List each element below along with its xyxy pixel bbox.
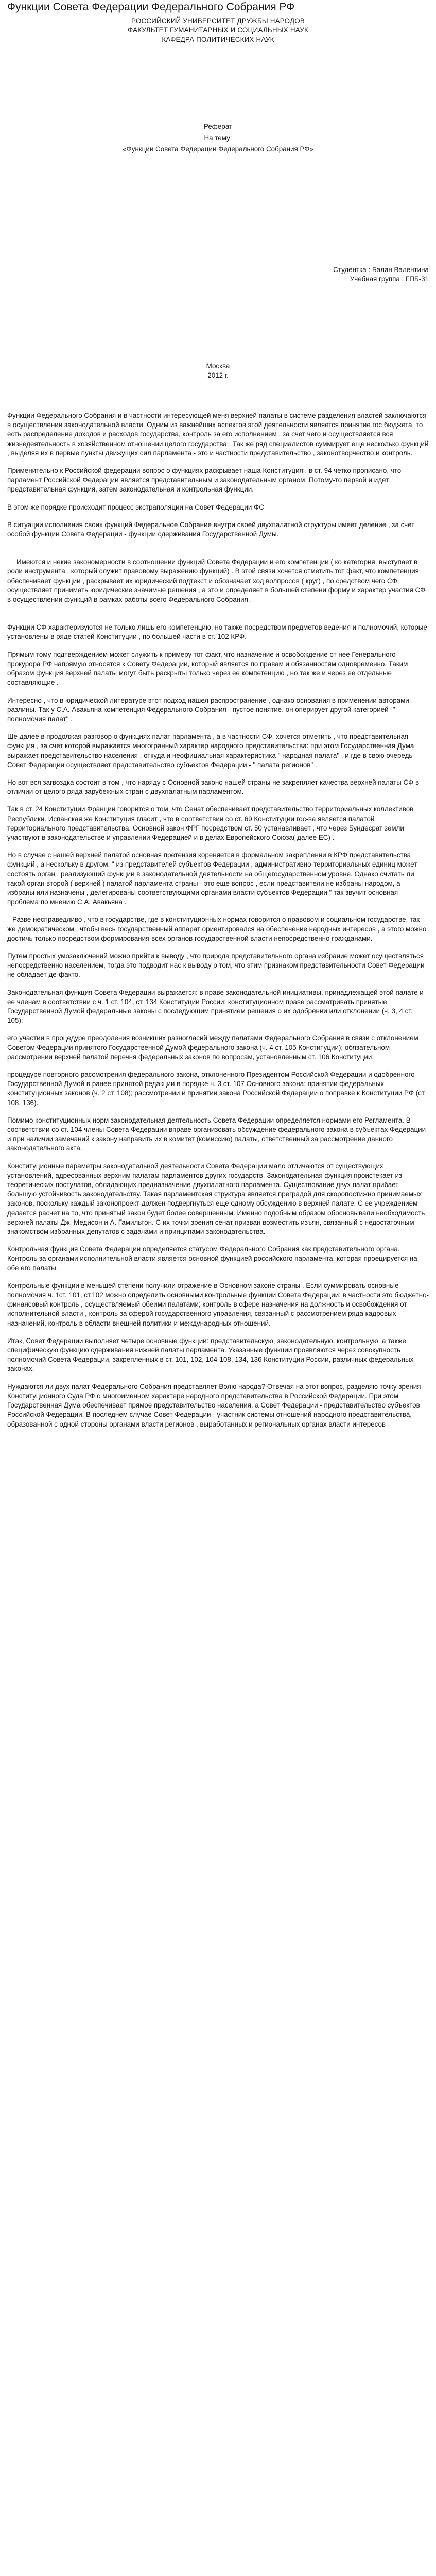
paragraph: Разве несправедливо , что в государстве, где в конституционных нормах говорится о правовом и социальном государстве, так же демократическом , чтобы весь государственный аппарат ориентировался на обеспечение народных интересов , а этого можно достичь только посредством формирования всех органов государственной власти непосредственно гражданами. xyxy=(7,916,427,942)
topic-title: «Функции Совета Федерации Федерального Собрания РФ» xyxy=(123,145,313,154)
paragraph: Путем простых умозаключений можно прийти к выводу , что природа представительного органа избрание может осуществляться непосредственно населением, тогда это подводит нас к выводу о том, что этим признаком представительности Совет Федерации не обладает де-факто. xyxy=(7,952,425,979)
year: 2012 г. xyxy=(207,371,229,379)
paragraph: Так в ст. 24 Конституции Франции говорится о том, что Сенат обеспечивает представительство территориальных коллективов Республики. Испанская же Конституция гласит , что в соответствии со ст. 69 Конституции гос-ва является палатой территориального представительства. Основной закон ФРГ посредством ст. 50 устанавливает , что через Бундесрат земли участвуют в законодательстве и управлении Федерацией и в делах Европейского Союза( далее ЕС) . xyxy=(7,805,414,841)
paragraph: Но в случае с нашей верхней палатой основная претензия кореняется в формальном закреплении в КРФ представительства функций , а нескольку в другом: " из представителей субъектов Федерации , административно-территориальных единиц может состоять орган , реализующий функции в законодательной деятельности на общегосударственном уровне. Однако считать ли такой орган второй ( верхней ) палатой парламента страны - это еще вопрос , если представители не избраны народом, а избраны или назначены , делегированы соответствующими органами власти субъектов Федерации " так звучит основная проблема по мнению С.А. Авакьяна . xyxy=(7,851,417,906)
student-name: Студентка : Балан Валентина xyxy=(333,266,429,274)
university-name: РОССИЙСКИЙ УНИВЕРСИТЕТ ДРУЖБЫ НАРОДОВ xyxy=(131,17,305,25)
document-title: Функции Совета Федерации Федерального Собрания РФ xyxy=(7,1,295,13)
paragraph: Контрольные функции в меньшей степени получили отражение в Основном законе страны . Если суммировать основные полномочия ч. 1ст. 101, ст.102 можно определить основными контрольные функции Совета Федерации: в частности это бюджетно-финансовый контроль , осуществляемый обеими палатами; контроль в сфере назначения на должность и освобождения от исполнительной власти , контроль за сферой государственного управления, связанный с рассмотрением ряда кадровых назначений, контроль в области внешней политики и международных отношений. xyxy=(7,1281,429,1327)
work-type: Реферат xyxy=(204,122,232,130)
paragraph: его участии в процедуре преодоления возникших разногласий между палатами Федерального Собрания в связи с отклонением Советом Федерации принятого Государственной Думой федерального закона (ч. 4 ст. 105 Конституции); обязательном рассмотрении верхней палатой перечня федеральных законов по вопросам, установленным ст. 106 Конституции; xyxy=(7,1034,418,1061)
paragraph: Законодательная функция Совета Федерации выражается: в праве законодательной инициативы, принадлежащей этой палате и ее членам в соответствии с ч. 1 ст. 104, ст. 134 Конституции России; конституционном праве рассматривать принятые Государственной Думой федеральные законы с последующим принятием решения о их одобрении или отклонении (ч. 3, 4 ст. 105); xyxy=(7,988,424,1025)
essay-body xyxy=(7,411,429,1429)
paragraph: Применительно к Российской федерации вопрос о функциях раскрывает наша Конституция , в ст. 94 четко прописано, что парламент Российской Федерации является представительным и законодательным органом. Потому-то первой и идет представительная функция, затем законодательная и контрольная функции. xyxy=(7,467,402,494)
paragraph: Конституционные параметры законодательной деятельности Совета Федерации мало отличаются от существующих установлений, адресованных верхним палатам парламентов других государств. Законодательная функция проистекает из теоретических постулатов, обладающих предназначение двухпалатного парламента. Существование двух палат прибает большую устойчивость законодательству. Такая парламентская структура является преградой для скоропостижно принимаемых законов, поскольку каждый законопроект должен подвергнуться еще одному обсуждению в верхней палате. С ее учреждением делается расчет на то, что принятый закон будет более совершенным. Именно подобным образом обосновывали необходимость верхней палаты Дж. Медисон и А. Гамильтон. С их точки зрения сенат призван возместить изъян, связанный с недостаточным знакомством избранных депутатов с задачами и принципами законодательства. xyxy=(7,1162,425,1236)
paragraph: Итак, Совет Федерации выполняет четыре основные функции: представительскую, законодательную, контрольную, а также специфическую функцию сдерживания нижней палаты парламента. Указанные функции проявляются через совокупность полномочий Совета Федерации, закрепленных в ст. 101, 102, 104-108, 134, 136 Конституции России, различных федеральных законах. xyxy=(7,1336,414,1373)
paragraph: Имеются и некие закономерности в соотношении функций Совета Федерации и его компетенции ( ко категория, выступает в роли инструмента , который служит правовому выражению функций) . В этой связи хочется отметить тот факт, что компетенция обеспечивает функции , раскрывает их юридический подтекст и обозначает ход волпросов ( круг) , по средством чего СФ осуществляет принимать юридические значимые решения , а это и определяет в большей степени форму и характер участия СФ в осуществлении функций в рамках работы всего Федерального Собрания . xyxy=(7,558,426,604)
paragraph: Нуждаются ли двух палат Федерального Собрания представляет Волю народа? Отвечая на этот вопрос, разделяю точку зрения Конституционного Суда РФ о многоименном характере народного представительства в Российской Федерации. При этом Государственная Дума обеспечивает прямое представительство населения, а Совет Федерации - представительство субъектов Российской Федерации. В последнем случае Совет Федерации - участник системы отношений народного представительства, образованной с одной стороны органами власти регионов , выработанных и региональных органах власти интересов xyxy=(7,1382,421,1428)
paragraph: Ще далее в продолжая разговор о функциях палат парламента , а в частности СФ, хочется отметить , что представительная функция , за счет которой выражается многогранный характер народного представительства: при этом Государственная Дума выражает представительство населения , откуда и неофициальная характеристика " народная палата" , и где в свою очередь Совет Федерации осуществляет представительство субъектов Федерации - " палата регионов" . xyxy=(7,733,414,769)
department-name: КАФЕДРА ПОЛИТИЧЕСКИХ НАУК xyxy=(162,36,274,44)
paragraph: В этом же порядке происходит процесс экстраполяции на Совет Федерации ФС xyxy=(7,503,264,511)
paragraph: Интересно , что в юридической литературе этот подход нашел распространение , однако основания в применении авторами разлины. Так у С.А. Авакьяна компетенция Федерального Собрания - пустое понятие, он оперирует другой категорией -" полномочия палат" . xyxy=(7,696,409,723)
city: Москва xyxy=(206,362,230,370)
paragraph: Функции СФ характеризуются не только лишь его компетенцию, но также посредством предметов ведения и полномочий, которые установлены в ряде статей Конституции , по большей части в ст. 102 КРФ. xyxy=(7,623,427,641)
faculty-name: ФАКУЛЬТЕТ ГУМАНИТАРНЫХ И СОЦИАЛЬНЫХ НАУК xyxy=(128,26,308,35)
paragraph: процедуре повторного рассмотрения федерального закона, отклоненного Президентом Российской Федерации и одобренного Государственной Думой в ранее принятой редакции в порядке ч. 3 ст. 107 Основного закона; принятии федеральных конституционных законов (ч. 2 ст. 108); рассмотрении и принятии закона Российской Федерации о поправке к Конституции РФ (ст. 108, 136). xyxy=(7,1071,426,1107)
on-topic-label: На тему: xyxy=(204,133,232,142)
paragraph: Функции Федерального Собрания и в частности интересующей меня верхней палаты в системе разделения властей заключаются в осуществлении законодательной власти. Одним из важнейших аспектов этой деятельности является принятие гос бюджета, то есть распределение доходов и расходов государства, контроль за его исполнением , за счет чего и осуществляется вся жизнедеятельность в хозяйственном отношении целого государства . Так же ряд специалистов суммирует еще несколько функций , выделяя их в первые пункты движущих сил парламента - это и частности представительство , законотворчество и контроль. xyxy=(7,412,429,457)
study-group: Учебная группа : ГПБ-31 xyxy=(350,275,429,283)
paragraph: Контрольная функция Совета Федерации определяется статусом Федерального Собрания как представительного органа. Контроль за органами исполнительной власти является основной функцией российского парламента, которая проецируется на обе его палаты. xyxy=(7,1245,417,1272)
paragraph: Прямым тому подтверждением может служить к примеру тот факт, что назначение и освобождение от нее Генерального прокурора РФ напрямую относятся к Совету Федерации, который является по правам и обязанностям одновременно. Таким образом функция верхней палаты могут быть раскрыты только через ее компетенцию , но так же и через ее отдельные составляющие . xyxy=(7,650,408,687)
paragraph: Помимо конституционных норм законодательная деятельность Совета Федерации определяется нормами его Регламента. В соответствии со ст. 104 члены Совета Федерации вправе организовать обсуждение федерального закона в субъектах Федерации и при наличии замечаний к закону направить их в комитет (комиссию) палаты, ответственный за рассмотрение данного законодательного акта. xyxy=(7,1116,426,1153)
paragraph: Но вот вся загвоздка состоит в том , что наряду с Основной законо нашей страны не закрепляет качества верхней палаты СФ в отличии от целого ряда зарубежных стран с двухпалатным парламентом. xyxy=(7,778,420,796)
institution-header xyxy=(7,16,429,45)
paragraph: В ситуации исполнения своих функций Федеральное Собрание внутри своей двухпалатной структуры имеет деление , за счет особой функции Совета Федерации - функции сдерживания Государственной Думы. xyxy=(7,520,415,538)
